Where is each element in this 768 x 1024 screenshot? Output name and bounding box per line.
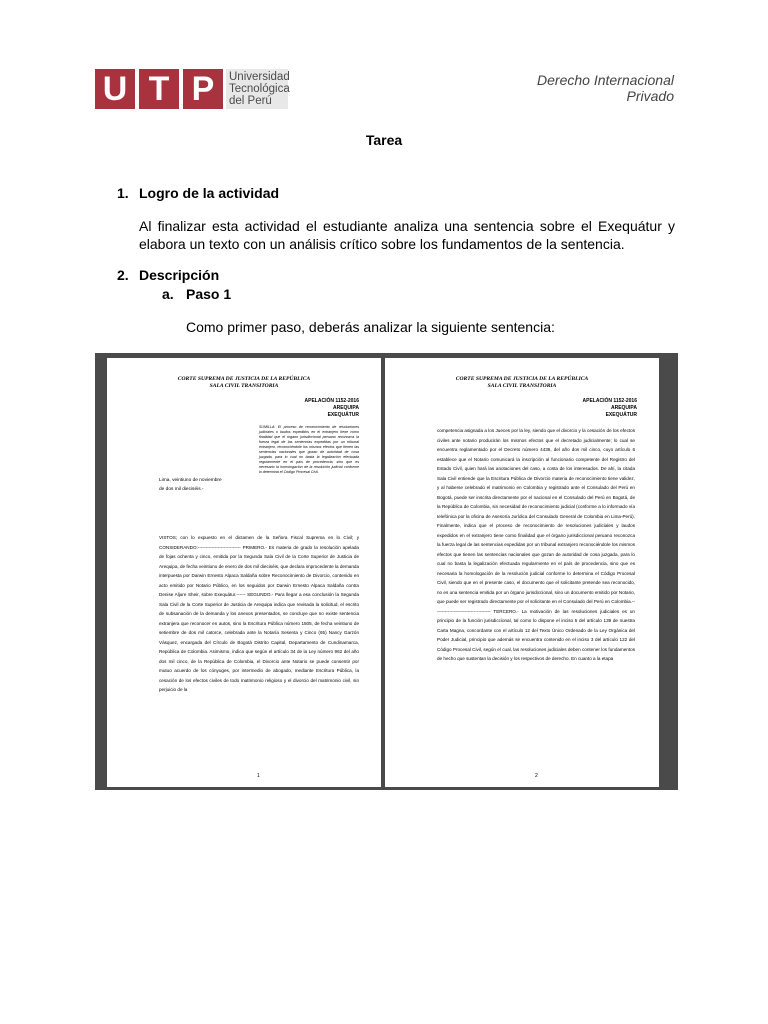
ruling-date: Lima, veintiuno de noviembre de dos mil dieciséis.- <box>159 478 222 492</box>
court-ruling-scan <box>95 353 678 790</box>
section-2-heading: 2. Descripción <box>117 267 220 283</box>
course-name: Derecho Internacional Privado <box>537 72 674 104</box>
logo-letter-u: U <box>95 69 135 109</box>
logo-letter-p: P <box>183 69 223 109</box>
page-number: 1 <box>257 773 260 779</box>
scan-page-1 <box>107 358 381 787</box>
logo-letter-t: T <box>139 69 179 109</box>
sumilla-text: SUMILLA: El proceso de reconocimiento de resoluciones judiciales o laudos expedidos en el extranjero tiene como finalidad que el órgano jurisdiccional peruano reconozca la fuerza legal de las sentencias expedidas por un tribunal extranjero, reconociéndole los mismos efectos que tienen las sentencias nacionales que gozan de autoridad de cosa juzgada, para lo cual no basta la legalización efectuada regularmente en el país de procedencia, sino que es necesario la homologación de la resolución judicial conforme lo determina el Código Procesal Civil. <box>259 425 359 474</box>
page-number: 2 <box>535 773 538 779</box>
page-2-body: competencia asignada a los Jueces por la ley, siendo que el divorcio y la cesación de los efectos civiles ante notario producirán los mismos efectos que el decretado judicialmente; lo cual se encuentra reglamentado por el Decreto número 4436, del año dos mil cinco, cuyo artículo 6 establece que el Notario comunicará la inscripción al funcionario competente del Registro del Estado Civil, quien hará las anotaciones del caso, a costa de los interesados. De ahí, la citada Sala Civil entiende que la Escritura Pública de Divorcio materia de reconocimiento tiene validez, y al haberse celebrado el matrimonio en Colombia y registrado ante el Consulado del Perú en Bogotá, puede ser inscrita directamente por el nacional en el Consulado del Perú en Bogotá, de la República de Colombia, sin necesidad de reconocimiento judicial (conforme a lo informado vía telefónica por la oficina de Asesoría Jurídica del Consulado General de Colombia en Lima-Perú). Finalmente, indica que el proceso de reconocimiento de resoluciones judiciales y laudos expedidos en el extranjero tiene como finalidad que el órgano jurisdiccional peruano reconozca la fuerza legal de las sentencias expedidas por un tribunal extranjero reconociéndole los mismos efectos que tienen las sentencias nacionales que gozan de autoridad de cosa juzgada, para lo cual no basta la legalización efectuada regularmente en el país de procedencia, sino que es necesaria la homologación de la resolución judicial conforme lo determina el Código Procesal Civil, siendo que en el presente caso, el documento que el solicitante pretende sea reconocido, no es una sentencia emitida por un órgano jurisdiccional, sino un documento emitido por Notario, que puede ser registrado directamente por el solicitante en el Consulado del Perú en Colombia.------------------------------------- TERCERO.- La motivación de las resoluciones judiciales es un principio de la función jurisdiccional, tal como lo dispone el inciso 5 del artículo 139 de nuestra Carta Magna, concordante con el artículo 12 del Texto Único Ordenado de la Ley Orgánica del Poder Judicial, principio que además se encuentra contenido en el inciso 3 del artículo 122 del Código Procesal Civil, según el cual, las resoluciones judiciales deben contener los fundamentos de hecho que sustentan la decisión y los respectivos de derecho. En cuanto a la etapa <box>437 428 635 661</box>
case-number: APELACIÓN 1152-2016 AREQUIPA EXEQUÁTUR <box>304 398 359 418</box>
section-1-heading: 1. Logro de la actividad <box>117 185 280 201</box>
section-1-text: Al finalizar esta actividad el estudiante analiza una sentencia sobre el Exequátur y elabora un texto con un análisis crítico sobre los fundamentos de la sentencia. <box>139 218 675 252</box>
utp-logo <box>95 69 288 109</box>
scan-page-2 <box>385 358 659 787</box>
logo-text: Universidad Tecnológica del Perú <box>226 69 288 109</box>
page-1-body: VISTOS; con lo expuesto en el dictamen de la Señora Fiscal Suprema en lo Civil; y CONSIDERANDO:---------------------------- PRIMERO.- Es materia de grado la resolución apelada de fojas ochenta y cinco, emitida por la Segunda Sala Civil de la Corte Superior de Justicia de Arequipa, de fecha veintiuno de enero de dos mil dieciséis, que declara improcedente la demanda interpuesta por Darwin Ernesto Alpaca Saldaña sobre Reconocimiento de Divorcio, contenido en acto emitido por Notario Público, en los seguidos por Darwin Ernesto Alpaca Saldaña contra Denise Aljure Sheir, sobre Exequátur.------ SEGUNDO.- Para llegar a esa conclusión la Segunda Sala Civil de la Corte Superior de Justicia de Arequipa indica que revisada la solicitud, el escrito de subsanación de la demanda y los anexos presentados, se concluye que no existe sentencia extranjera que reconocer en autos, sino la Escritura Pública número 1505, de fecha veintiuno de setiembre de dos mil catorce, celebrada ante la Notaría Sesenta y Cinco (65) Nancy Garzón Vásquez, encargada del Círculo de Bogotá Distrito Capital, Departamento de Cundinamarca, República de Colombia. Asimismo, indica que según el artículo 34 de la Ley número 962 del año dos mil cinco, de la República de Colombia, el Divorcio ante Notario se puede consentir por mutuo acuerdo de los cónyuges, por intermedio de abogado, mediante Escritura Pública, la cesación de los efectos civiles de todo matrimonio religioso y el divorcio del matrimonio civil, sin perjuicio de la <box>159 535 359 692</box>
step-1-text: Como primer paso, deberás analizar la siguiente sentencia: <box>186 319 555 335</box>
case-number: APELACIÓN 1152-2016 AREQUIPA EXEQUÁTUR <box>582 398 637 418</box>
page-title: Tarea <box>365 132 403 148</box>
step-1-heading: a. Paso 1 <box>162 286 232 302</box>
court-header: CORTE SUPREMA DE JUSTICIA DE LA REPÚBLICA SALA CIVIL TRANSITORIA <box>455 376 589 389</box>
court-header: CORTE SUPREMA DE JUSTICIA DE LA REPÚBLICA SALA CIVIL TRANSITORIA <box>177 376 311 389</box>
